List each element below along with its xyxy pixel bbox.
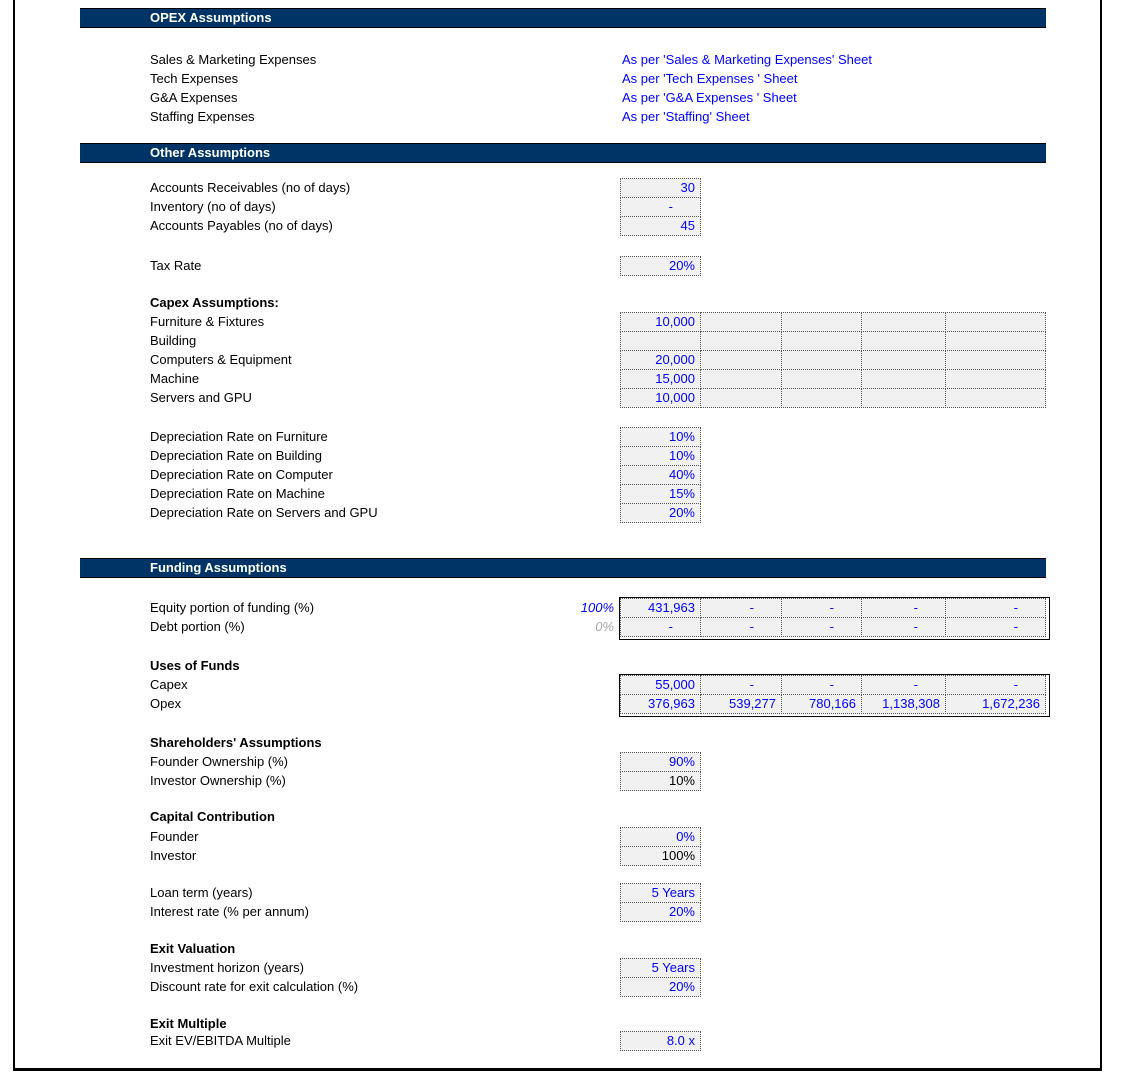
sheet-link-ga[interactable]: As per 'G&A Expenses ' Sheet: [622, 90, 797, 105]
cell-capex-computers-y4[interactable]: [861, 350, 946, 370]
cell-equity-y5[interactable]: -: [945, 598, 1046, 618]
row-label: Founder Ownership (%): [150, 754, 288, 769]
cell-uses-capex-y2[interactable]: -: [700, 675, 782, 695]
cell-dep-building[interactable]: 10%: [620, 446, 701, 466]
cell-accounts-payables[interactable]: 45: [620, 216, 701, 236]
cell-dep-furniture[interactable]: 10%: [620, 427, 701, 447]
cell-discount-rate[interactable]: 20%: [620, 977, 701, 997]
row-label: Discount rate for exit calculation (%): [150, 979, 359, 994]
cell-investment-horizon[interactable]: 5 Years: [620, 958, 701, 978]
cell-debt-y2[interactable]: -: [700, 617, 782, 637]
group-heading-shareholders: Shareholders' Assumptions: [150, 735, 322, 750]
cell-founder-contribution[interactable]: 0%: [620, 827, 701, 847]
cell-capex-building-y2[interactable]: [700, 331, 782, 351]
cell-capex-furniture-y1[interactable]: 10,000: [620, 312, 701, 332]
equity-pct: 100%: [580, 600, 614, 615]
cell-capex-machine-y1[interactable]: 15,000: [620, 369, 701, 389]
cell-loan-term[interactable]: 5 Years: [620, 883, 701, 903]
row-label: Depreciation Rate on Machine: [150, 486, 325, 501]
cell-capex-furniture-y3[interactable]: [781, 312, 862, 332]
section-header-other: [80, 143, 1046, 163]
cell-dep-computer[interactable]: 40%: [620, 465, 701, 485]
row-label: Sales & Marketing Expenses: [150, 52, 317, 67]
cell-capex-furniture-y4[interactable]: [861, 312, 946, 332]
cell-tax-rate[interactable]: 20%: [620, 256, 701, 276]
row-label: Tech Expenses: [150, 71, 239, 86]
cell-uses-opex-y1[interactable]: 376,963: [620, 694, 701, 714]
cell-capex-machine-y4[interactable]: [861, 369, 946, 389]
group-heading-capex: Capex Assumptions:: [150, 295, 279, 310]
cell-capex-machine-y5[interactable]: [945, 369, 1046, 389]
row-label: Investor: [150, 848, 197, 863]
cell-capex-building-y3[interactable]: [781, 331, 862, 351]
cell-capex-computers-y5[interactable]: [945, 350, 1046, 370]
row-label: Investment horizon (years): [150, 960, 304, 975]
cell-capex-building-y1[interactable]: [620, 331, 701, 351]
cell-capex-computers-y1[interactable]: 20,000: [620, 350, 701, 370]
cell-dep-servers[interactable]: 20%: [620, 503, 701, 523]
cell-uses-capex-y5[interactable]: -: [945, 675, 1046, 695]
cell-debt-y3[interactable]: -: [781, 617, 862, 637]
row-label: Inventory (no of days): [150, 199, 276, 214]
cell-capex-furniture-y2[interactable]: [700, 312, 782, 332]
page-border-bottom: [13, 1068, 1102, 1071]
row-label: Accounts Receivables (no of days): [150, 180, 351, 195]
row-label: Staffing Expenses: [150, 109, 255, 124]
cell-uses-opex-y5[interactable]: 1,672,236: [945, 694, 1046, 714]
row-label: Depreciation Rate on Computer: [150, 467, 333, 482]
debt-pct: 0%: [595, 619, 614, 634]
group-heading-uses: Uses of Funds: [150, 658, 240, 673]
cell-capex-machine-y3[interactable]: [781, 369, 862, 389]
cell-inventory-days[interactable]: -: [620, 197, 701, 217]
page-border-right: [1100, 0, 1102, 1070]
row-label: Accounts Payables (no of days): [150, 218, 333, 233]
cell-capex-servers-y2[interactable]: [700, 388, 782, 408]
sheet-link-tech[interactable]: As per 'Tech Expenses ' Sheet: [622, 71, 798, 86]
cell-uses-opex-y3[interactable]: 780,166: [781, 694, 862, 714]
row-label: G&A Expenses: [150, 90, 238, 105]
cell-equity-y3[interactable]: -: [781, 598, 862, 618]
row-label: Loan term (years): [150, 885, 253, 900]
cell-capex-building-y4[interactable]: [861, 331, 946, 351]
cell-uses-capex-y3[interactable]: -: [781, 675, 862, 695]
section-title: Other Assumptions: [150, 145, 271, 160]
cell-capex-servers-y4[interactable]: [861, 388, 946, 408]
cell-equity-y4[interactable]: -: [861, 598, 946, 618]
group-heading-exit-multiple: Exit Multiple: [150, 1016, 227, 1031]
row-label: Opex: [150, 696, 182, 711]
cell-founder-ownership[interactable]: 90%: [620, 752, 701, 772]
row-label: Building: [150, 333, 197, 348]
cell-capex-furniture-y5[interactable]: [945, 312, 1046, 332]
cell-debt-y5[interactable]: -: [945, 617, 1046, 637]
row-label: Depreciation Rate on Furniture: [150, 429, 328, 444]
row-label: Tax Rate: [150, 258, 202, 273]
row-label: Machine: [150, 371, 200, 386]
sheet-link-staffing[interactable]: As per 'Staffing' Sheet: [622, 109, 750, 124]
sheet-link-sales-marketing[interactable]: As per 'Sales & Marketing Expenses' Sheet: [622, 52, 872, 67]
row-label: Furniture & Fixtures: [150, 314, 265, 329]
page-border-left: [13, 0, 15, 1070]
cell-accounts-receivables[interactable]: 30: [620, 178, 701, 198]
row-label: Computers & Equipment: [150, 352, 292, 367]
cell-equity-y1[interactable]: 431,963: [620, 598, 701, 618]
cell-capex-servers-y3[interactable]: [781, 388, 862, 408]
row-label: Investor Ownership (%): [150, 773, 286, 788]
section-title: Funding Assumptions: [150, 560, 287, 575]
cell-investor-contribution[interactable]: 100%: [620, 846, 701, 866]
group-heading-exit-valuation: Exit Valuation: [150, 941, 236, 956]
row-label: Depreciation Rate on Building: [150, 448, 322, 463]
cell-capex-servers-y1[interactable]: 10,000: [620, 388, 701, 408]
cell-debt-y4[interactable]: -: [861, 617, 946, 637]
cell-investor-ownership[interactable]: 10%: [620, 771, 701, 791]
cell-dep-machine[interactable]: 15%: [620, 484, 701, 504]
cell-debt-y1[interactable]: -: [620, 617, 701, 637]
group-heading-capital: Capital Contribution: [150, 809, 275, 824]
row-label: Depreciation Rate on Servers and GPU: [150, 505, 378, 520]
section-header-funding: [80, 558, 1046, 578]
cell-uses-opex-y4[interactable]: 1,138,308: [861, 694, 946, 714]
row-label: Debt portion (%): [150, 619, 245, 634]
cell-uses-capex-y1[interactable]: 55,000: [620, 675, 701, 695]
cell-interest-rate[interactable]: 20%: [620, 902, 701, 922]
cell-uses-capex-y4[interactable]: -: [861, 675, 946, 695]
row-label: Equity portion of funding (%): [150, 600, 315, 615]
cell-capex-building-y5[interactable]: [945, 331, 1046, 351]
section-title: OPEX Assumptions: [150, 10, 272, 25]
cell-capex-computers-y2[interactable]: [700, 350, 782, 370]
cell-uses-opex-y2[interactable]: 539,277: [700, 694, 782, 714]
cell-capex-computers-y3[interactable]: [781, 350, 862, 370]
row-label: Servers and GPU: [150, 390, 252, 405]
section-header-opex: [80, 8, 1046, 28]
row-label: Interest rate (% per annum): [150, 904, 309, 919]
row-label: Exit EV/EBITDA Multiple: [150, 1033, 291, 1048]
cell-exit-ebitda-multiple[interactable]: 8.0 x: [620, 1031, 701, 1051]
row-label: Founder: [150, 829, 199, 844]
row-label: Capex: [150, 677, 188, 692]
cell-capex-machine-y2[interactable]: [700, 369, 782, 389]
cell-equity-y2[interactable]: -: [700, 598, 782, 618]
cell-capex-servers-y5[interactable]: [945, 388, 1046, 408]
